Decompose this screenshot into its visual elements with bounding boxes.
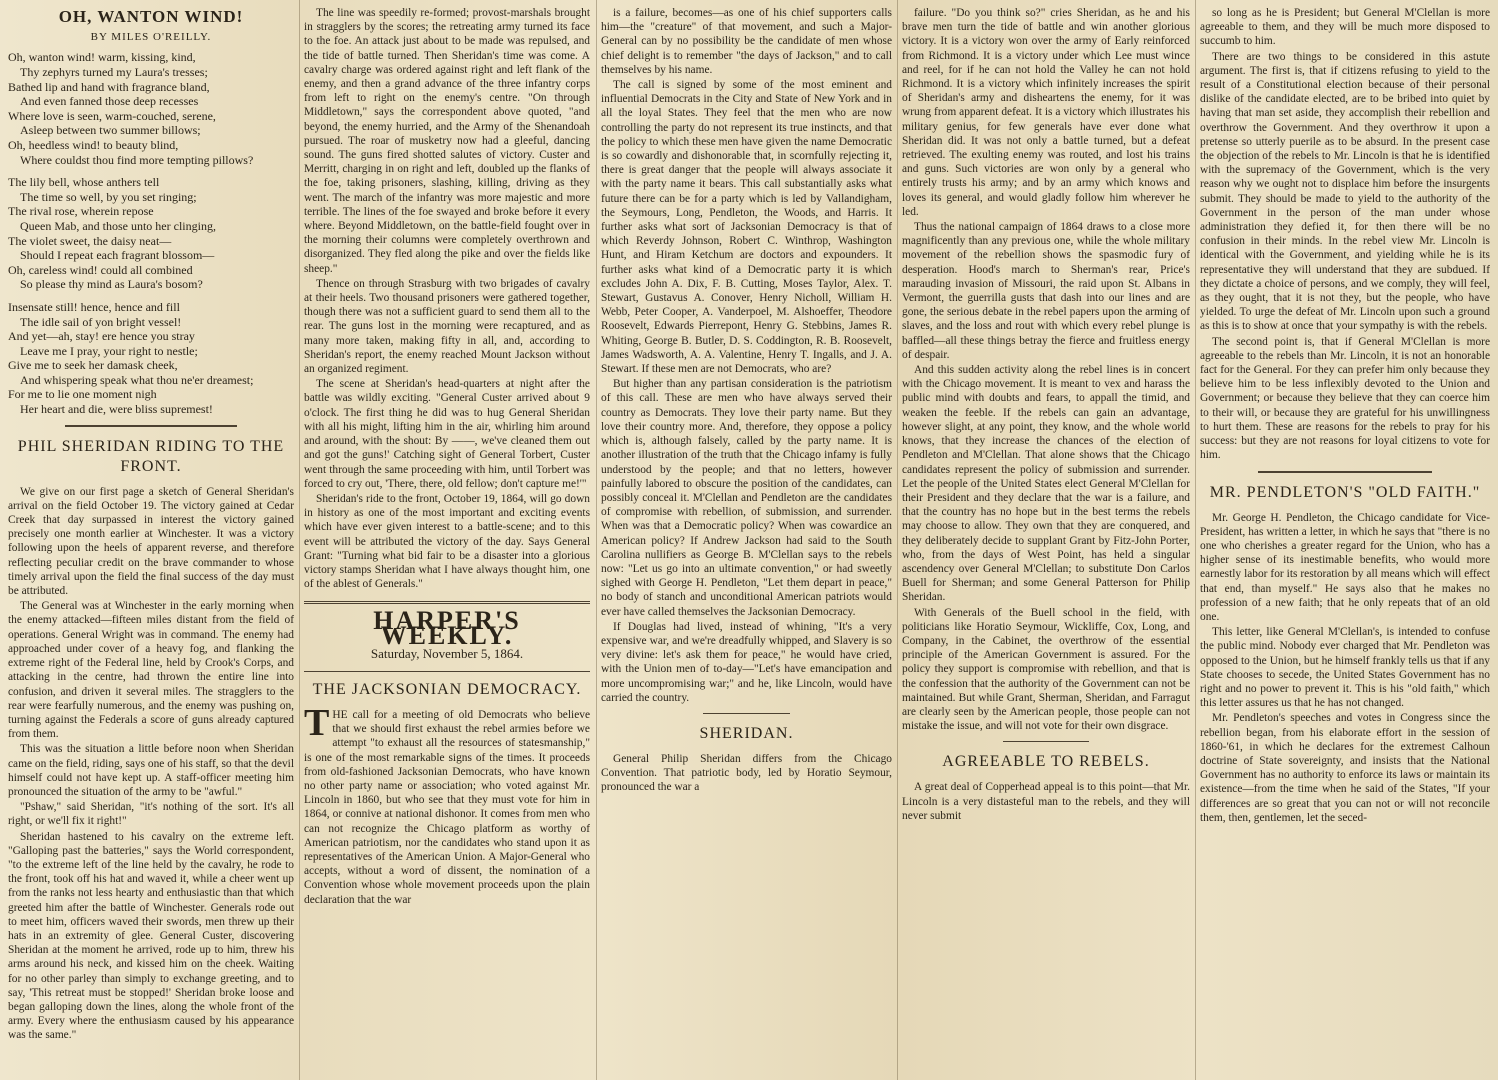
poem-stanza-3	[8, 300, 294, 417]
column-2	[304, 6, 590, 1076]
article-paragraph: The call is signed by some of the most eminent and influential Democrats in the City and State of New York and in all the loyal States. They feel that the men who are now controlling the party do not represent its true instincts, and that the policy to which these men have given the name Democratic is so cowardly and dishonorable that, in scornfully rejecting it, there is great danger that the people will always associate it with the party name it bears. This call substantially asks what future there can be for a party which is led by Vallandigham, the Seymours, Long, Pendleton, the Woods, and Harris. It further asks what sort of Jacksonian Democracy is that of which Reverdy Johnson, Robert C. Winthrop, Washington Hunt, and Hiram Ketchum are doctors and expounders. It further asks what kind of a Democratic party it is which excludes John A. Dix, F. B. Cutting, Moses Taylor, Alex. T. Stewart, Gustavus A. Conover, Henry Nicholl, William H. Webb, Peter Cooper, A. Vanderpoel, M. Alshoeffer, Theodore Roosevelt, Edwards Pierrepont, Henry G. Stebbins, James R. Whiting, George B. Butler, D. S. Coddington, R. B. Roosevelt, James Wadsworth, A. A. Valentine, Henry T. Ingalls, and J. A. Stewart. If these men are not Democrats, who are?	[601, 79, 892, 376]
article-paragraph: is a failure, becomes—as one of his chief supporters calls him—the "creature" of that movement, and such a Major-General can by no possibility be the candidate of men whose chief delight is to remember "the days of Jackson," and to call themselves by his name.	[601, 7, 892, 76]
article-heading: THE JACKSONIAN DEMOCRACY.	[312, 680, 582, 698]
masthead-box	[304, 601, 590, 672]
poem-byline: BY MILES O'REILLY.	[90, 31, 212, 44]
article-heading: AGREEABLE TO REBELS.	[942, 753, 1150, 771]
column-rule	[596, 0, 597, 1080]
article-paragraph	[304, 701, 590, 907]
poem-line: And whispering speak what thou ne'er dreamest;	[20, 372, 254, 387]
column-rule	[299, 0, 300, 1080]
article-paragraph: Sheridan hastened to his cavalry on the extreme left. "Galloping past the batteries," says the World correspondent, "to the extreme left of the line held by the cavalry, he rode to the front, took off his hat and waved it, while a cheer went up from the ranks not less hearty and enthusiastic than that which greeted him after the battle of Winchester. Generals rode out to meet him, officers waved their swords, men threw up their hats in an extremity of glee. General Custer, discovering Sheridan at the moment he arrived, rode up to him, threw his arms around his neck, and kissed him on the cheek. Waiting for no other parley than simply to exchange greeting, and to say, 'This retreat must be stopped!' Sheridan broke loose and began galloping down the lines, along the whole front of the army. Every where the enthusiasm caused by his appearance was the same."	[8, 830, 294, 1042]
poem-line: Insensate still! hence, hence and fill	[8, 299, 180, 314]
section-divider	[703, 713, 790, 714]
poem-stanza-2	[8, 175, 294, 292]
article-heading: MR. PENDLETON'S "OLD FAITH."	[1209, 483, 1481, 501]
poem-line: Oh, heedless wind! to beauty blind,	[8, 137, 179, 152]
article-paragraph: Thence on through Strasburg with two brigades of cavalry at their heels. Two thousand prisoners were gathered together, though there was not a sufficient guard to send them all to the rear. The guns lost in the morning were recaptured, and as many more taken, making fifty in all, and, according to Sheridan's report, the enemy reached Mount Jackson without an organized regiment.	[304, 277, 590, 376]
poem-line: The time so well, by you set ringing;	[20, 189, 197, 204]
poem-line: Oh, wanton wind! warm, kissing, kind,	[8, 50, 196, 65]
poem-line: For me to lie one moment nigh	[8, 387, 157, 402]
poem-line: The lily bell, whose anthers tell	[8, 175, 160, 190]
poem-line: Queen Mab, and those unto her clinging,	[20, 218, 216, 233]
column-1	[8, 6, 294, 1076]
article-heading: PHIL SHERIDAN RIDING TO THE FRONT.	[17, 437, 285, 475]
article-paragraph: failure. "Do you think so?" cries Sheridan, as he and his brave men turn the tide of battle and win another glorious victory. It is a victory won over the army of Early reinforced from Richmond. It is a victory under which Lee must wince and reel, for if he can not hold the Valley he can not hold Richmond. It is a victory which infinitely increases the spirit of Sheridan's army and disheartens the enemy, for it was wrung from apparent defeat. It is a victory which illustrates his military genius, for few generals have ever done what Sheridan did. It was not only a battle turned, but a defeat retrieved. The exulting enemy was routed, and lost his trains and guns. Such victories are won only by a general who entirely trusts his army; and by an army which knows and loves its general, and would gladly follow him wherever he led.	[902, 7, 1190, 218]
article-paragraph: so long as he is President; but General M'Clellan is more agreeable to them, and they will be much more disposed to succumb to him.	[1200, 7, 1490, 48]
article-paragraph: Mr. George H. Pendleton, the Chicago candidate for Vice-President, has written a letter, in which he says that "there is no one who cherishes a greater regard for the Union, who has a higher sense of its inestimable benefits, who would more earnestly labor for its restoration by all means which will effect that end, than myself." He says also that he makes no profession of a new faith; that he only repeats that of an old one.	[1200, 511, 1490, 623]
poem-stanza-1	[8, 50, 294, 167]
poem-line: Her heart and die, were bliss supremest!	[20, 402, 213, 417]
article-paragraph: But higher than any partisan consideration is the patriotism of this call. These are men who have always served their country as Democrats. They love their party name. But they love their country more. And, therefore, they oppose a policy which is, although falsely, called by the party name. It is another illustration of the truth that the Chicago infamy is fully understood by the people; and that no letters, however painfully labored to obscure the position of the candidates, can possibly conceal it. M'Clellan and Pendleton are the candidates of compromise with rebellion, of submission, and surrender. When was that a Democratic policy? When was cowardice an American policy? If Andrew Jackson had said to the South Carolina nullifiers as George B. M'Clellan says to the rebels now: "Let us go into an ultimate convention," or had sweetly sighed with George H. Pendleton, "Let them depart in peace," no body of stanch and unconditional American patriots would ever have called themselves the Jacksonian Democracy.	[601, 378, 892, 618]
article-paragraph: The line was speedily re-formed; provost-marshals brought in stragglers by the scores; the retreating army turned its face to the foe. An attack just about to be made was repulsed, and the tide of battle turned. Then Sheridan's time was come. A cavalry charge was ordered against right and left flank of the enemy, and then a grand advance of the three infantry corps from left to right on the enemy's centre. "On through Middletown," says the correspondent above quoted, "and beyond, the enemy hurried, and the Army of the Shenandoah pursued. The roar of musketry now had a gleeful, dancing sound. The guns fired shotted salutes of victory. Custer and Merritt, charging in on right and left, doubled up the flanks of the foe, taking prisoners, slashing, killing, driving as they went. The march of the infantry was more majestic and more terrible. The lines of the foe swayed and broke before it every where. Beyond Middletown, on the battle-field fought over in the morning their columns were completely overthrown and disorganized. They fled along the pike and over the fields like sheep."	[304, 7, 590, 275]
column-5	[1200, 6, 1490, 1076]
poem-line: Where couldst thou find more tempting pillows?	[20, 152, 254, 167]
column-rule	[897, 0, 898, 1080]
poem-line: The idle sail of yon bright vessel!	[20, 314, 182, 329]
dateline: Saturday, November 5, 1864.	[370, 645, 524, 661]
drop-cap: T	[304, 701, 330, 744]
article-paragraph: A great deal of Copperhead appeal is to this point—that Mr. Lincoln is a very distasteful man to the rebels, and they will never submit	[902, 781, 1190, 822]
article-text: HE call for a meeting of old Democrats who believe that we should first exhaust the rebel armies before we attempt "to exhaust all the resources of statesmanship," is one of the most remarkable signs of the times. It proceeds from old-fashioned Jacksonian Democrats, who have known no other party name or association; who voted against Mr. Lincoln in 1860, but who see that they must vote for him in 1864, or connive at national dishonor. It comes from men who can not recognize the Chicago platform as worthy of American patriotism, nor the candidates who stand upon it as representatives of the American Union. A Major-General who accepts, without a word of dissent, the nomination of a Convention whose whole movement proceeds upon the plain declaration that the war	[304, 708, 590, 906]
poem-line: Thy zephyrs turned my Laura's tresses;	[20, 65, 208, 79]
article-paragraph: Sheridan's ride to the front, October 19, 1864, will go down in history as one of the most important and exciting events which have ever given interest to a battle-scene; and to this event will be attributed the victory of the day. Says General Grant: "Turning what bid fair to be a disaster into a glorious victory stamps Sheridan what I have always thought him, one of the ablest of Generals."	[304, 492, 590, 591]
poem-line: And even fanned those deep recesses	[20, 94, 199, 109]
poem-line: Leave me I pray, your right to nestle;	[20, 343, 198, 358]
masthead: HARPER'S WEEKLY.	[373, 606, 521, 650]
article-paragraph: This was the situation a little before noon when Sheridan came on the field, riding, says one of his staff, so that the devil himself could not have kept up. A staff-officer meeting him pronounced the situation of the army to be "awful."	[8, 743, 294, 798]
article-paragraph: "Pshaw," said Sheridan, "it's nothing of the sort. It's all right, or we'll fix it right!"	[8, 801, 294, 828]
column-3	[601, 6, 892, 1076]
poem-title: OH, WANTON WIND!	[58, 7, 244, 26]
section-divider	[1258, 471, 1432, 473]
poem-line: Oh, careless wind! could all combined	[8, 262, 193, 277]
section-divider	[65, 425, 237, 427]
article-paragraph: The General was at Winchester in the early morning when the enemy attacked—fifteen miles distant from the field of operations. General Wright was in command. The enemy had approached under cover of a heavy fog, and flanking the extreme right of the Federal line, held by Crook's Corps, and attacking in the centre, had thrown the entire line into confusion, and driven it several miles. The stragglers to the rear were fearfully numerous, and the enemy was pushing on, turning against the Federals a score of guns already captured from them.	[8, 600, 294, 741]
poem-line: The rival rose, wherein repose	[8, 204, 154, 219]
article-paragraph: The second point is, that if General M'Clellan is more agreeable to the rebels than Mr. Lincoln, it is not an honorable fact for the General. For they can prefer him only because they believe him to be less inflexibly devoted to the Union and Government; or because they believe that they can coerce him to their will, or because they are grateful for his unwillingness to hurt them. These are reasons for the rebels to pray for his success: but they are not reasons for loyal citizens to vote for him.	[1200, 335, 1490, 462]
poem-line: The violet sweet, the daisy neat—	[8, 233, 172, 248]
article-paragraph: There are two things to be considered in this astute argument. The first is, that if citizens refusing to yield to the result of a Constitutional election because of their personal dislike of the candidate elected, are to be bribed into quiet by having that man set aside, they accomplish their rebellion and overthrow the Government. And they overthrow it upon a pretense so utterly puerile as to be absurd. In the present case the objection of the rebels to Mr. Lincoln is that he is identified with the supremacy of the Government, which is the very reason why we ought not to displace him before the insurgents submit. They should be made to yield to the authority of the Government in the person of the man under whose administration they defied it, for then there will be no confusion in their minds. In the rebel view Mr. Lincoln is identical with the Government, and yielding while he is its representative they will understand that they are subdued. If they dictate a choice of persons, and we comply, they will feel, as they ought, that it is not they, but the people, who have yielded. To urge the defeat of Mr. Lincoln upon such a ground as this is to show at once that your sympathy is with the rebels.	[1200, 50, 1490, 333]
article-paragraph: The scene at Sheridan's head-quarters at night after the battle was wildly exciting. "General Custer arrived about 9 o'clock. The first thing he did was to hug General Sheridan with all his might, lifting him in the air, whirling him around and around, with the shout: By ——, we've cleaned them out and got the guns!' Catching sight of General Torbert, Custer went through the same proceeding with him, until Torbert was forced to cry out, 'There, there, old fellow; don't capture me!'"	[304, 378, 590, 490]
article-paragraph: This letter, like General M'Clellan's, is intended to confuse the public mind. Nobody ever charged that Mr. Pendleton was opposed to the Union, but he himself frankly tells us that if any State chooses to secede, the United States Government has no right and no power to prevent it. This is his "old faith," which this letter assures us that he has not changed.	[1200, 626, 1490, 710]
article-paragraph: If Douglas had lived, instead of whining, "It's a very expensive war, and we're dreadfully whipped, and Slavery is so very divine: let's ask them for peace," he would have cried, with the Union men of to-day—"Let's have emancipation and more uncompromising war;" and he, like Lincoln, would have carried the country.	[601, 620, 892, 704]
section-divider	[1003, 741, 1089, 742]
article-paragraph: We give on our first page a sketch of General Sheridan's arrival on the field October 19. The victory gained at Cedar Creek that day surpassed in interest the victory gained precisely one month earlier at Winchester. It was a victory following upon the heels of apparent reverse, and therefore reflecting peculiar credit on the brave commander to whose timely arrival upon the field the final success of the day must be attributed.	[8, 485, 294, 598]
article-paragraph: With Generals of the Buell school in the field, with politicians like Horatio Seymour, Wickliffe, Cox, Long, and Company, in the Cabinet, the overthrow of the essential principle of the American Government is assured. For the policy they support is compromise with rebellion, and that is the confession that the authority of the Government can not be maintained. But while Grant, Sherman, Sheridan, and Farragut are clearly seen by the American people, those people can not mistake the issue, and will not vote for their own disgrace.	[902, 606, 1190, 733]
poem-line: Should I repeat each fragrant blossom—	[20, 248, 215, 263]
poem-line: And yet—ah, stay! ere hence you stray	[8, 329, 195, 344]
poem-line: Asleep between two summer billows;	[20, 123, 201, 138]
column-rule	[1195, 0, 1196, 1080]
article-heading: SHERIDAN.	[699, 724, 794, 742]
article-paragraph: Thus the national campaign of 1864 draws to a close more magnificently than any previous one, while the whole military movement of the rebellion shows the spasmodic fury of desperation. Hood's march to Sherman's rear, Price's marauding invasion of Missouri, the raid upon St. Albans in Vermont, the guerrilla gusts that dash into our lines and are gone, the serious debate in the rebel papers upon the arming of slaves, and the loss and rout with which every rebel plunge is baffled—all these things betray the fierce and fruitless energy of despair.	[902, 221, 1190, 361]
article-paragraph: Mr. Pendleton's speeches and votes in Congress since the rebellion began, from his elaborate effort in the session of 1860-'61, in which he declares for the extremest Calhoun doctrine of State sovereignty, and insists that the National Government has no authority to enforce its laws or maintain its existence—from the time when he said of the States, "If your differences are so great that you can not or will not reconcile them, then, gentlemen, let the seced-	[1200, 712, 1490, 824]
article-paragraph: And this sudden activity along the rebel lines is in concert with the Chicago movement. It is meant to vex and harass the public mind with doubts and fears, to appall the timid, and weaken the feeble. If the rebels can gain an advantage, however slight, at any point, they know, and the whole world knows, that they increase the chances of the election of Pendleton and M'Clellan. That alone shows that the Chicago candidates represent the policy of submission and surrender. Let the people of the United States elect General M'Clellan for their President and they declare that the war is a failure, and that the country has no hope but in the best terms the rebels may choose to allow. They own that they are conquered, and they deliberately decide to supplant Grant by Fitz-John Porter, who, from the days of West Point, has held a singular ascendency over General M'Clellan; to substitute Don Carlos Buell for Sherman; and some General Patterson for Philip Sheridan.	[902, 364, 1190, 604]
poem-line: Where love is seen, warm-couched, serene,	[8, 108, 216, 123]
poem-line: Give me to seek her damask cheek,	[8, 358, 178, 373]
column-4	[902, 6, 1190, 1076]
poem-line: So please thy mind as Laura's bosom?	[20, 277, 203, 292]
article-paragraph: General Philip Sheridan differs from the Chicago Convention. That patriotic body, led by Horatio Seymour, pronounced the war a	[601, 752, 892, 794]
poem-line: Bathed lip and hand with fragrance bland,	[8, 79, 210, 94]
